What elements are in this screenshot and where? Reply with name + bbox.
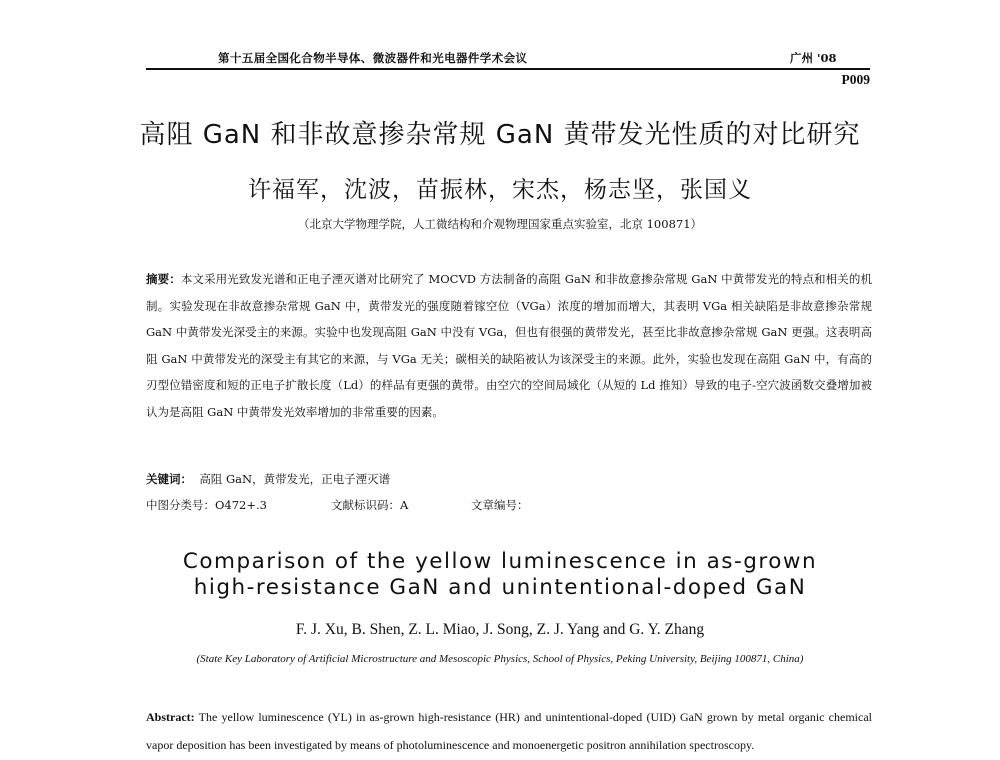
keywords-chinese <box>146 471 390 487</box>
abstract-chinese-text: 本文采用光致发光谱和正电子湮灭谱对比研究了 MOCVD 方法制备的高阻 GaN 和非故意掺杂常规 GaN 中黄带发光的特点和相关的机制。实验发现在非故意掺杂常规 GaN 中，黄带发光的强度随着镓空位（VGa）浓度的增加而增大，其表明 VGa 相关缺陷是非故意掺杂常规 GaN 中黄带发光深受主的来源。实验中也发现高阻 GaN 中没有 VGa，但也有很强的黄带发光，甚至比非故意掺杂常规 GaN 更强。这表明高阻 GaN 中黄带发光的深受主有其它的来源，与 VGa 无关；碳相关的缺陷被认为该深受主的来源。此外，实验也发现在高阻 GaN 中，有高的刃型位错密度和短的正电子扩散长度（Ld）的样品有更强的黄带。由空穴的空间局域化（从短的 Ld 推知）导致的电子-空穴波函数交叠增加被认为是高阻 GaN 中黄带发光效率增加的非常重要的因素。 <box>146 272 873 419</box>
authors-english: F. J. Xu, B. Shen, Z. L. Miao, J. Song, Z. J. Yang and G. Y. Zhang <box>295 621 705 638</box>
title-chinese: 高阻 GaN 和非故意掺杂常规 GaN 黄带发光性质的对比研究 <box>139 120 861 150</box>
conference-name: 第十五届全国化合物半导体、微波器件和光电器件学术会议 <box>218 51 528 65</box>
title-english-line-1: Comparison of the yellow luminescence in as-grown <box>182 549 818 574</box>
affiliation-chinese: （北京大学物理学院，人工微结构和介观物理国家重点实验室，北京 100871） <box>297 217 703 231</box>
abstract-chinese <box>146 266 872 426</box>
abstract-english-label: Abstract: <box>146 710 195 724</box>
affiliation-english: (State Key Laboratory of Artificial Microstructure and Mesoscopic Physics, School of Physics, Peking University, Beijing 100871, China) <box>196 653 804 665</box>
clc-number: 中图分类号：O472+.3 <box>146 498 267 512</box>
title-english-line-2: high-resistance GaN and unintentional-doped GaN <box>193 575 807 600</box>
abstract-english <box>146 703 872 759</box>
keywords-label: 关键词： <box>146 472 192 486</box>
paper-code: P009 <box>841 72 870 87</box>
keywords-text: 高阻 GaN，黄带发光，正电子湮灭谱 <box>199 472 391 486</box>
title-english <box>0 549 1000 601</box>
abstract-chinese-label: 摘要： <box>146 272 181 286</box>
authors-chinese: 许福军，沈波，苗振林，宋杰，杨志坚，张国义 <box>248 177 752 203</box>
classification-line <box>146 497 746 513</box>
article-number: 文章编号： <box>471 498 529 512</box>
conference-location-year: 广州 '08 <box>790 51 837 65</box>
abstract-english-text: The yellow luminescence (YL) in as-grown high-resistance (HR) and unintentional-doped (UID) GaN grown by metal organic chemical vapor deposition has been investigated by means of photoluminescence and monoenergetic positron annihilation spectroscopy. <box>146 710 872 752</box>
header-rule <box>146 68 870 70</box>
document-code: 文献标识码：A <box>331 498 409 512</box>
